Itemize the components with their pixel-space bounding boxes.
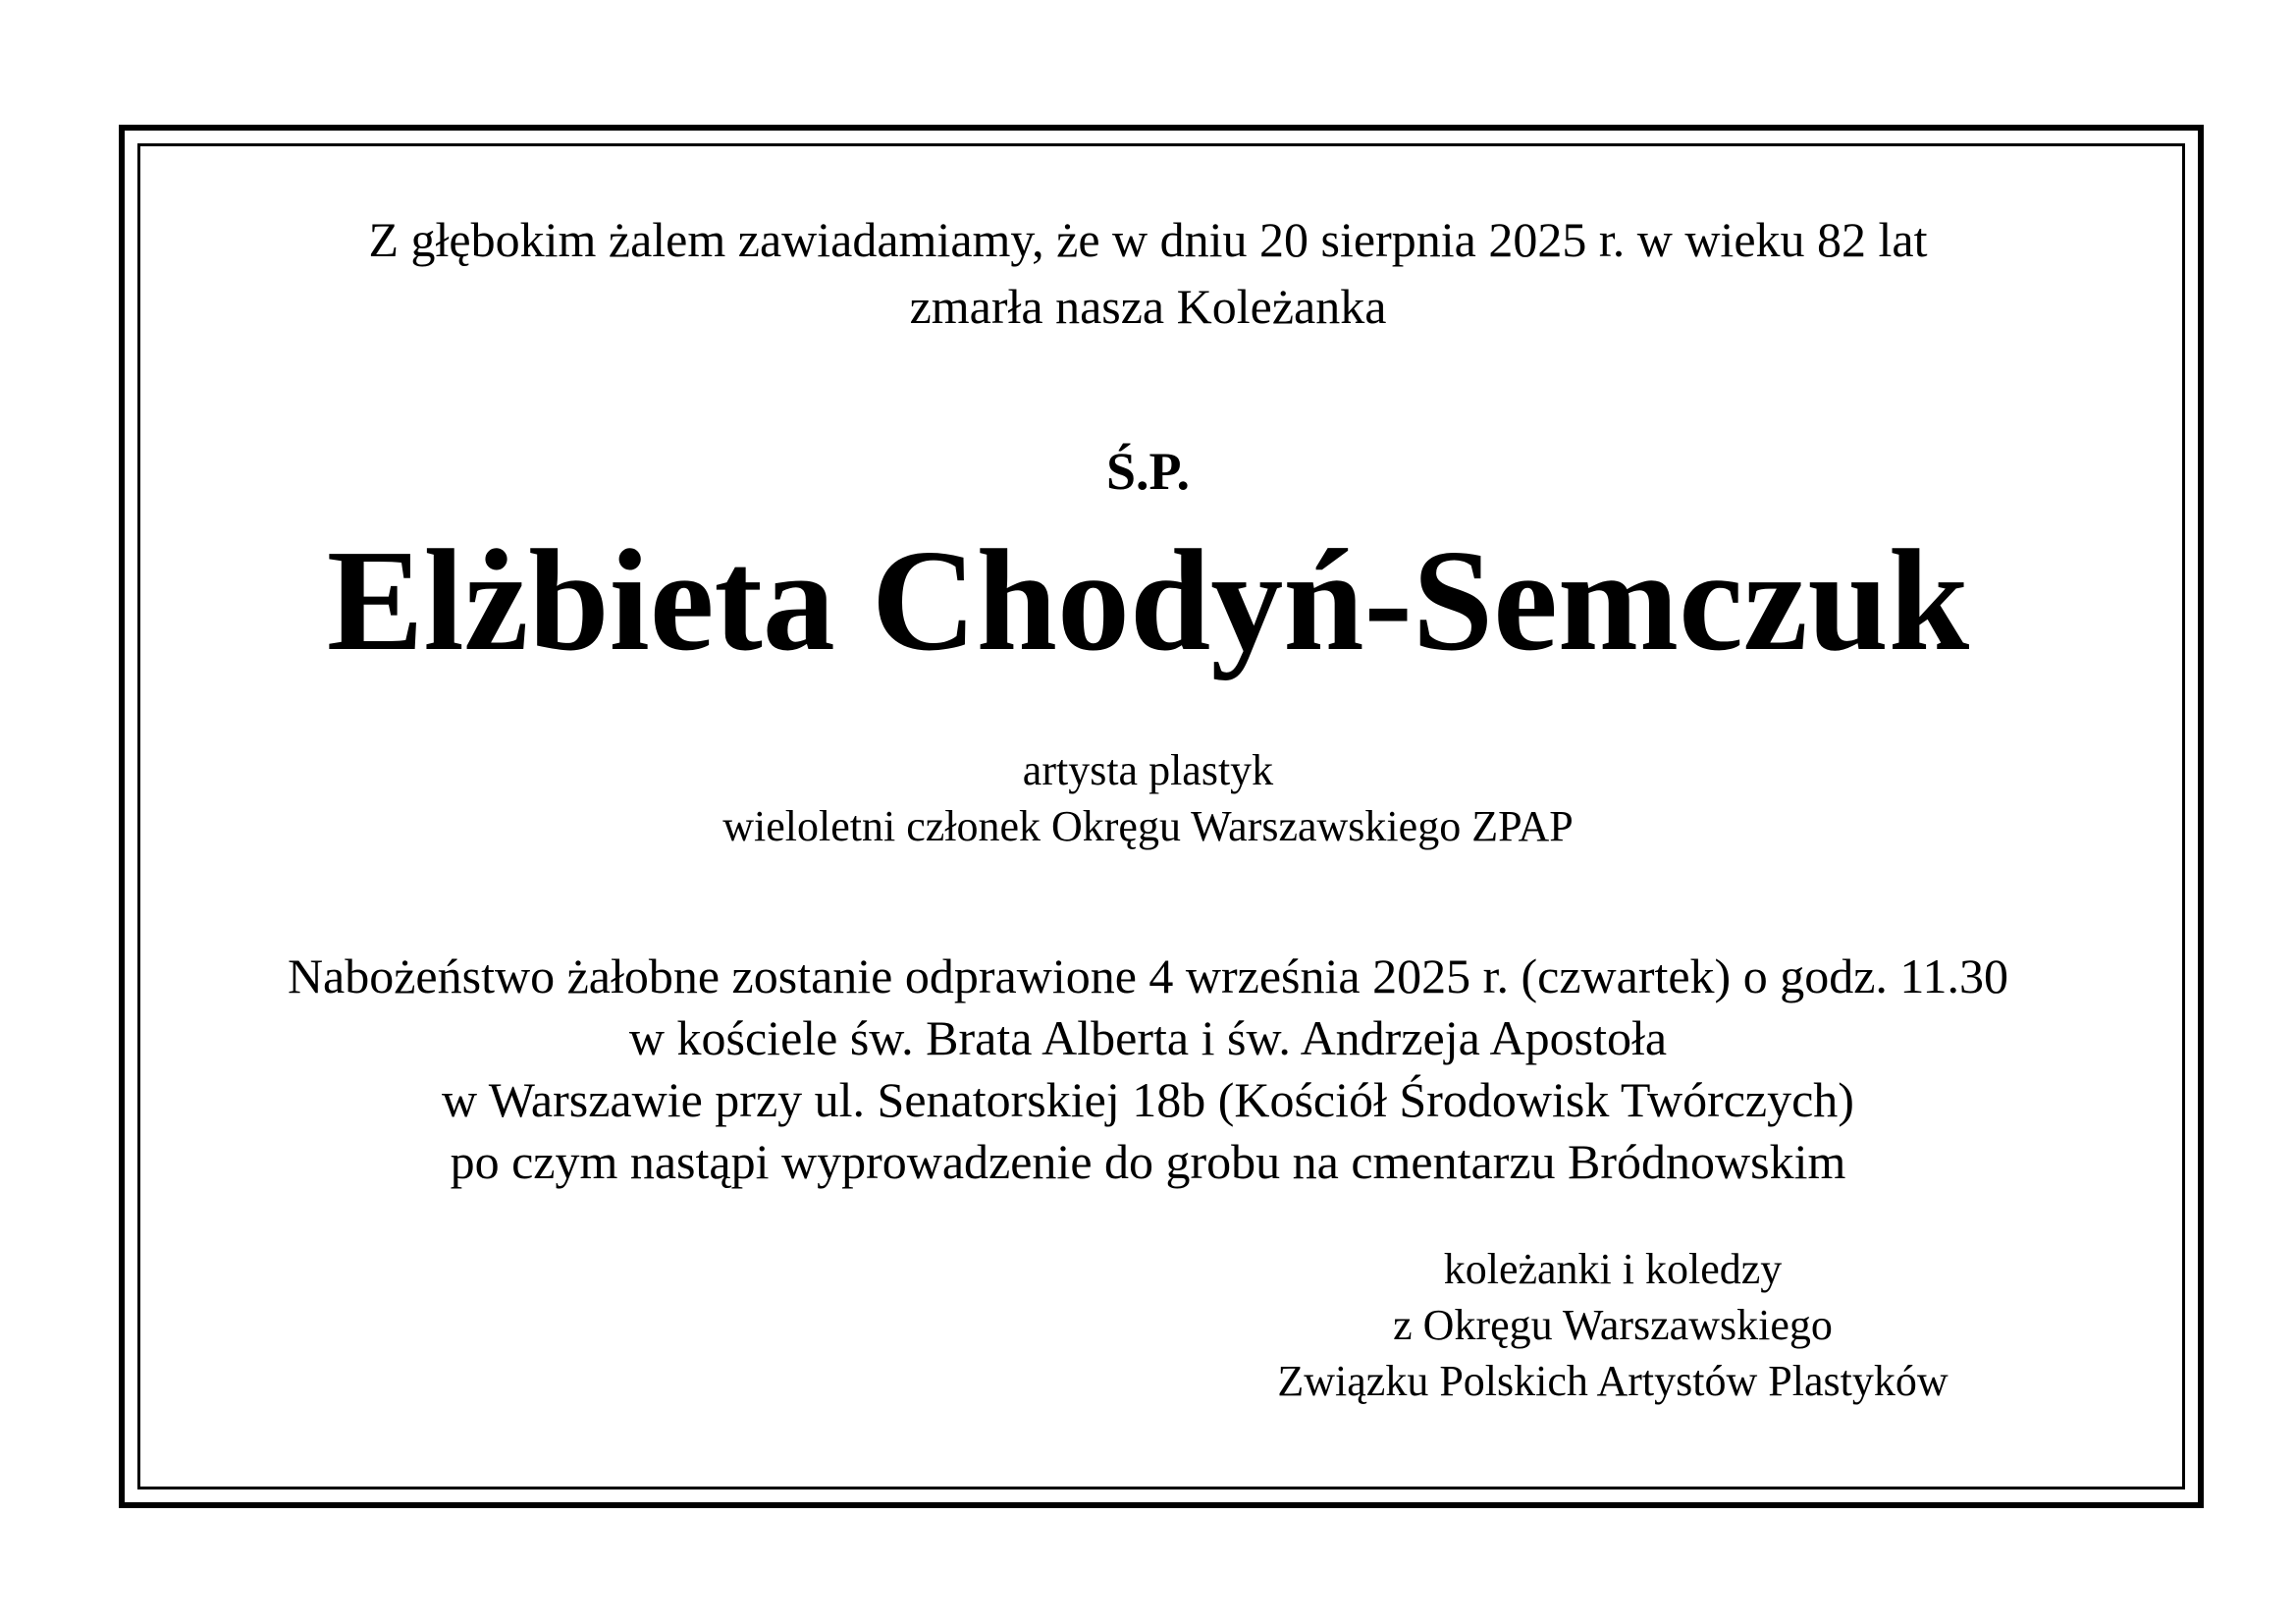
deceased-name: Elżbieta Chodyń-Semczuk [326,520,1970,681]
ceremony-line-3: w Warszawie przy ul. Senatorskiej 18b (Kościół Środowisk Twórczych) [442,1072,1854,1127]
ceremony-line-1: Nabożeństwo żałobne zostanie odprawione 4 września 2025 r. (czwartek) o godz. 11.30 [287,948,2009,1003]
signature-line-3: Związku Polskich Artystów Plastyków [1277,1357,1949,1405]
signature-line-1: koleżanki i koledzy [1443,1245,1783,1293]
intro-line-1: Z głębokim żalem zawiadamiamy, że w dniu 20 sierpnia 2025 r. w wieku 82 lat [368,212,1928,267]
intro-line-2: zmarła nasza Koleżanka [909,279,1387,334]
role-line-2: wieloletni członek Okręgu Warszawskiego ZPAP [722,802,1574,850]
honorific: Ś.P. [1105,442,1191,501]
ceremony-line-2: w kościele św. Brata Alberta i św. Andrzeja Apostoła [628,1010,1668,1065]
ceremony-line-4: po czym nastąpi wyprowadzenie do grobu na cmentarzu Bródnowskim [450,1134,1846,1189]
role-line-1: artysta plastyk [1022,746,1274,794]
signature-line-2: z Okręgu Warszawskiego [1393,1301,1833,1349]
